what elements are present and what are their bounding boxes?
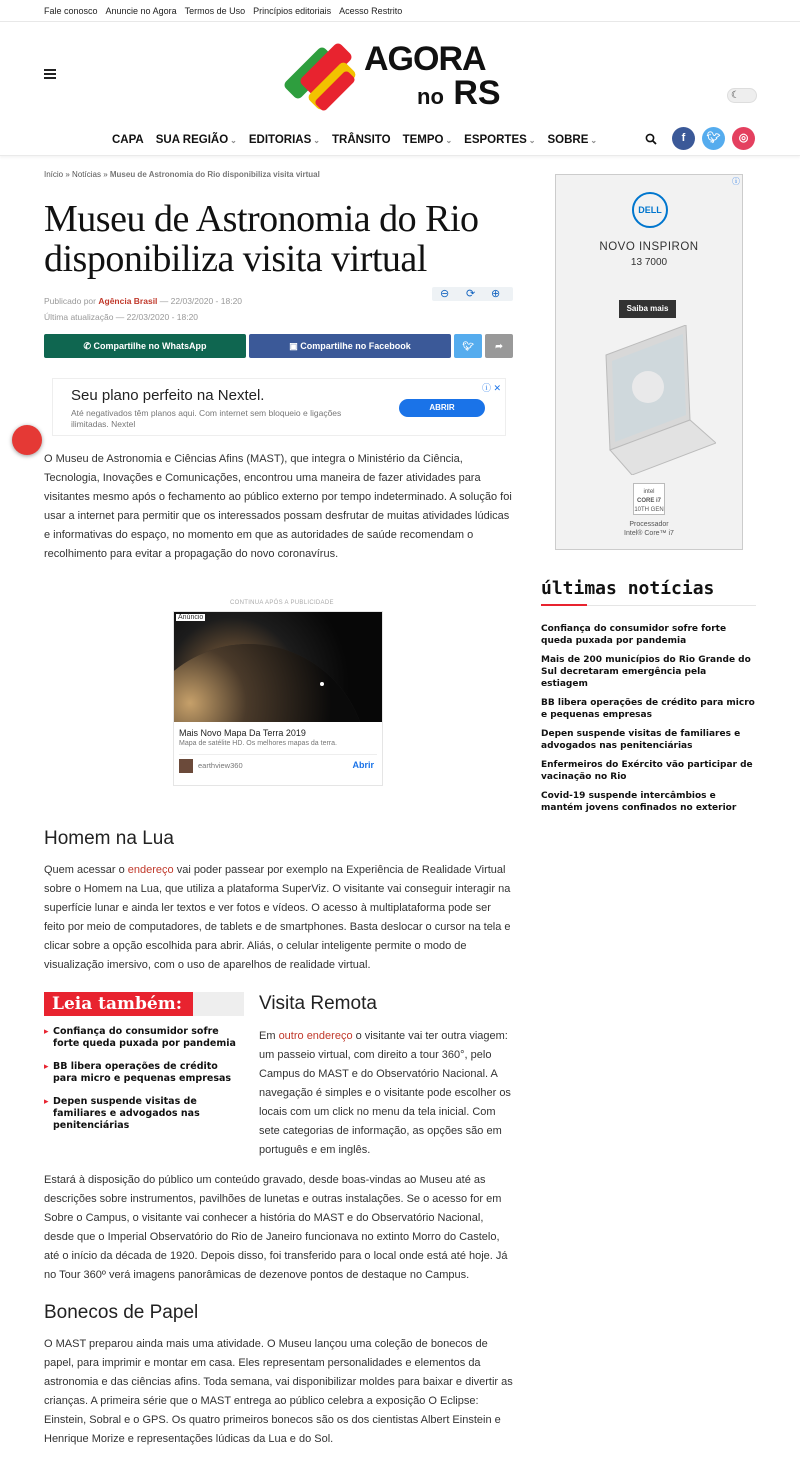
top-link-terms[interactable]: Termos de Uso [184,5,246,16]
top-link-principles[interactable]: Princípios editoriais [253,5,332,16]
ad-earth-subtitle: Mapa de satélite HD. Os melhores mapas da terra. [179,740,337,747]
breadcrumb-separator: » [103,170,108,179]
leia-item[interactable]: ▸ Confiança do consumidor sofre forte queda puxada por pandemia [44,1026,244,1050]
breadcrumb-current: Museu de Astronomia do Rio disponibiliza visita virtual [109,170,320,179]
share-facebook-button[interactable] [249,334,451,358]
nav-item-editorias[interactable]: EDITORIAS ⌄ [248,134,320,146]
share-arrow-icon: ➦ [495,341,503,351]
ad-earth-avatar [179,759,193,773]
heading-visita-remota: Visita Remota [259,993,377,1014]
breadcrumb-separator: » [65,170,70,179]
breadcrumb [44,170,513,179]
ad-info-icon[interactable]: ⓘ [732,177,740,186]
nav-item-sua-regiao[interactable]: SUA REGIÃO ⌄ [155,134,237,146]
nav-item-sobre[interactable]: SOBRE ⌄ [547,134,598,146]
article-paragraph-2 [44,861,513,975]
facebook-icon[interactable]: f [672,127,695,150]
ad-earth-open-button[interactable]: Abrir [352,760,374,770]
ad-tag: Anúncio [178,614,204,621]
laptop-image [586,325,716,475]
ad-dell-model: 13 7000 [630,257,668,268]
article-paragraph-3 [259,1027,513,1160]
twitter-icon: 🐦︎ [462,341,474,351]
font-zoom-controls [432,287,513,301]
reset-zoom-icon[interactable]: ⟳ [466,288,476,300]
leia-tambem-box [44,992,244,1143]
intel-brand: intel [643,489,655,495]
intel-core-i7-badge [633,483,665,515]
logo-text-agora: AGORA [364,40,486,78]
latest-news-item[interactable]: Mais de 200 municípios do Rio Grande do Sul decretaram emergência pela estiagem [541,655,751,689]
ad-earth-image [174,612,382,722]
intel-model: CORE i7 [636,498,661,504]
whatsapp-icon: ✆ [83,341,92,351]
latest-news-item[interactable]: Depen suspende visitas de familiares e advogados nas penitenciárias [541,729,741,751]
heading-bonecos-de-papel: Bonecos de Papel [44,1302,199,1323]
logo-text-no: no [417,84,444,109]
logo-mark-icon [284,36,364,116]
ad-label: CONTINUA APÓS A PUBLICIDADE [230,600,334,606]
share-facebook-label: Compartilhe no Facebook [300,341,411,351]
logo-text-rs-label: RS [453,74,501,112]
endereco-link[interactable]: endereço [127,864,174,876]
breadcrumb-home[interactable]: Início [44,170,64,179]
leia-item[interactable]: ▸ Depen suspende visitas de familiares e advogados nas penitenciárias [44,1096,244,1132]
search-icon[interactable] [645,133,657,145]
latest-news-item[interactable]: BB libera operações de crédito para micro e pequenas empresas [541,698,755,720]
article-title: Museu de Astronomia do Rio disponibiliza visita virtual [44,198,479,280]
published-date: — 22/03/2020 - 18:20 [159,296,243,306]
ad-nextel-title: Seu plano perfeito na Nextel. [71,387,265,404]
top-link-advertise[interactable]: Anuncie no Agora [105,5,177,16]
author-link[interactable]: Agência Brasil [98,296,158,306]
heading-homem-na-lua: Homem na Lua [44,828,174,849]
article-paragraph-1: O Museu de Astronomia e Ciências Afins (MAST), que integra o Ministério da Ciência, Tecnologia, Inovações e Comunicações, encontrou uma maneira de fazer atividades para visitantes mesmo após o fechamento ao público externo por tempo indeterminado. A solução foi usar a internet para permitir que os interessados possam desfrutar de muitas atividades lúdicas e informativas do espaço, no momento em que as autoridades de saúde recomendam o recolhimento para evitar a propagação do novo coronavírus. [44,453,512,560]
moon-icon: ☾ [731,90,740,101]
top-links-bar [0,0,800,22]
leia-item[interactable]: ▸ BB libera operações de crédito para micro e pequenas empresas [44,1061,244,1085]
latest-news-item[interactable]: Enfermeiros do Exército vão participar de vacinação no Rio [541,760,753,782]
ad-nextel-open-button[interactable]: ABRIR [399,399,485,417]
ad-nextel[interactable] [52,378,506,436]
dell-logo: DELL [632,192,668,228]
ad-dell-product: NOVO INSPIRON [599,241,699,253]
menu-icon[interactable] [44,69,56,81]
top-link-contact[interactable]: Fale conosco [44,5,98,16]
paragraph-text: o visitante vai ter outra viagem: um passeio virtual, com direito a tour 360°, pelo Campus do MAST e do Observatório Nacional. A navegação é simples e o visitante pode escolher os locais com um click no menu da tela inicial. Com sete categorias de informação, as opções são em português e em inglês. [259,1030,511,1156]
logo-text-rs [417,74,501,113]
zoom-out-icon[interactable]: ⊖ [440,288,450,300]
nav-item-tempo[interactable]: TEMPO ⌄ [402,134,453,146]
latest-news-item[interactable]: Confiança do consumidor sofre forte queda puxada por pandemia [541,624,727,646]
processor-line-2: Intel® Core™ i7 [624,530,674,537]
instagram-icon[interactable]: ◎ [732,127,755,150]
share-whatsapp-button[interactable] [44,334,246,358]
saiba-mais-button[interactable]: Saiba mais [619,300,676,318]
nav-item-transito[interactable]: TRÂNSITO [331,134,391,146]
paragraph-text: Em [259,1030,279,1042]
chevron-down-icon: ⌄ [445,136,453,145]
outro-endereco-link[interactable]: outro endereço [278,1030,353,1042]
share-twitter-button[interactable] [454,334,482,358]
published-by-label: Publicado por [44,296,96,306]
top-link-restricted[interactable]: Acesso Restrito [339,5,403,16]
ad-earth-source: earthview360 [198,761,243,770]
ad-close-icon[interactable]: ⓘ ✕ [481,383,501,393]
chevron-down-icon: ⌄ [528,136,536,145]
ad-earth-map[interactable] [173,611,383,786]
ad-nextel-desc: Até negativados têm planos aqui. Com internet sem bloqueio e ligações ilimitadas. Nextel [71,408,342,429]
processor-line-1: Processador [629,521,669,528]
ad-earth-title: Mais Novo Mapa Da Terra 2019 [179,728,306,738]
paragraph-text: vai poder passear por exemplo na Experiência de Realidade Virtual sobre o Homem na Lua, que utiliza a plataforma SuperViz. O visitante vai conseguir interagir na superfície lunar e ainda ler textos e ver fotos e vídeos. O acesso à multiplataforma pode ser feito por meio de computadores, de tablets e de smartphones. Basta deslocar o cursor na tela e clicar sobre a opção escolhida para abrir. Aliás, o celular inteligente permite o modo de visualização imersivo, com o uso de aparelhos de realidade virtual. [44,864,511,971]
share-whatsapp-label: Compartilhe no WhatsApp [93,341,207,351]
share-more-button[interactable] [485,334,513,358]
twitter-icon[interactable]: 🐦︎ [702,127,725,150]
latest-news-widget [541,578,756,821]
leia-tambem-heading: Leia também: [44,992,193,1016]
updated-date: Última atualização — 22/03/2020 - 18:20 [44,312,199,322]
chevron-down-icon: ⌄ [313,136,320,145]
notification-bell-icon[interactable] [12,425,42,455]
processor-label [556,520,742,538]
breadcrumb-section[interactable]: Notícias [72,170,101,179]
latest-news-heading: últimas notícias [541,578,756,606]
site-header [0,22,800,126]
nav-item-esportes[interactable]: ESPORTES ⌄ [464,134,536,146]
chevron-down-icon: ⌄ [590,136,598,145]
facebook-icon: ▣ [289,341,298,351]
zoom-in-icon[interactable]: ⊕ [491,288,501,300]
dark-mode-toggle[interactable] [727,88,757,103]
ad-dell-inspiron[interactable] [555,174,743,550]
paragraph-text: Quem acessar o [44,864,128,876]
intel-gen: 10TH GEN [634,507,664,513]
site-logo[interactable] [284,36,514,124]
article-paragraph-5: O MAST preparou ainda mais uma atividade. O Museu lançou uma coleção de bonecos de papel, para imprimir e montar em casa. Eles representam personalidades e elementos da astronomia e das ciências afins. Toda semana, vai disponibilizar moldes para baixar e divertir as crianças. A primeira série que o MAST entrega ao público celebra a exposição O Eclipse: Einstein, Sobral e o GPS. Os quatro primeiros bonecos são os dos cientistas Albert Einstein e Henrique Morize e representações lúdicas da Lua e do Sol. [44,1338,513,1445]
chevron-down-icon: ⌄ [230,136,237,145]
main-nav [0,126,800,156]
nav-item-capa[interactable]: CAPA [112,134,144,146]
latest-news-item[interactable]: Covid-19 suspende intercâmbios e mantém jovens confinados no exterior [541,791,737,813]
article [44,170,513,1445]
article-paragraph-4: Estará à disposição do público um conteúdo gravado, desde boas-vindas ao Museu até as descrições sobre instrumentos, pavilhões de lunetas e outras instalações. Se o acesso for em Sobre o Campus, o visitante vai conhecer a história do MAST e do Observatório Nacional, desde que o Imperial Observatório do Rio de Janeiro funcionava no extinto Morro do Castelo, até o início da década de 1920. Depois disso, foi transferido para o local onde está até hoje. Já no Tour 360º verá imagens panorâmicas de dezenove pontos de destaque no Campus. [44,1174,508,1281]
